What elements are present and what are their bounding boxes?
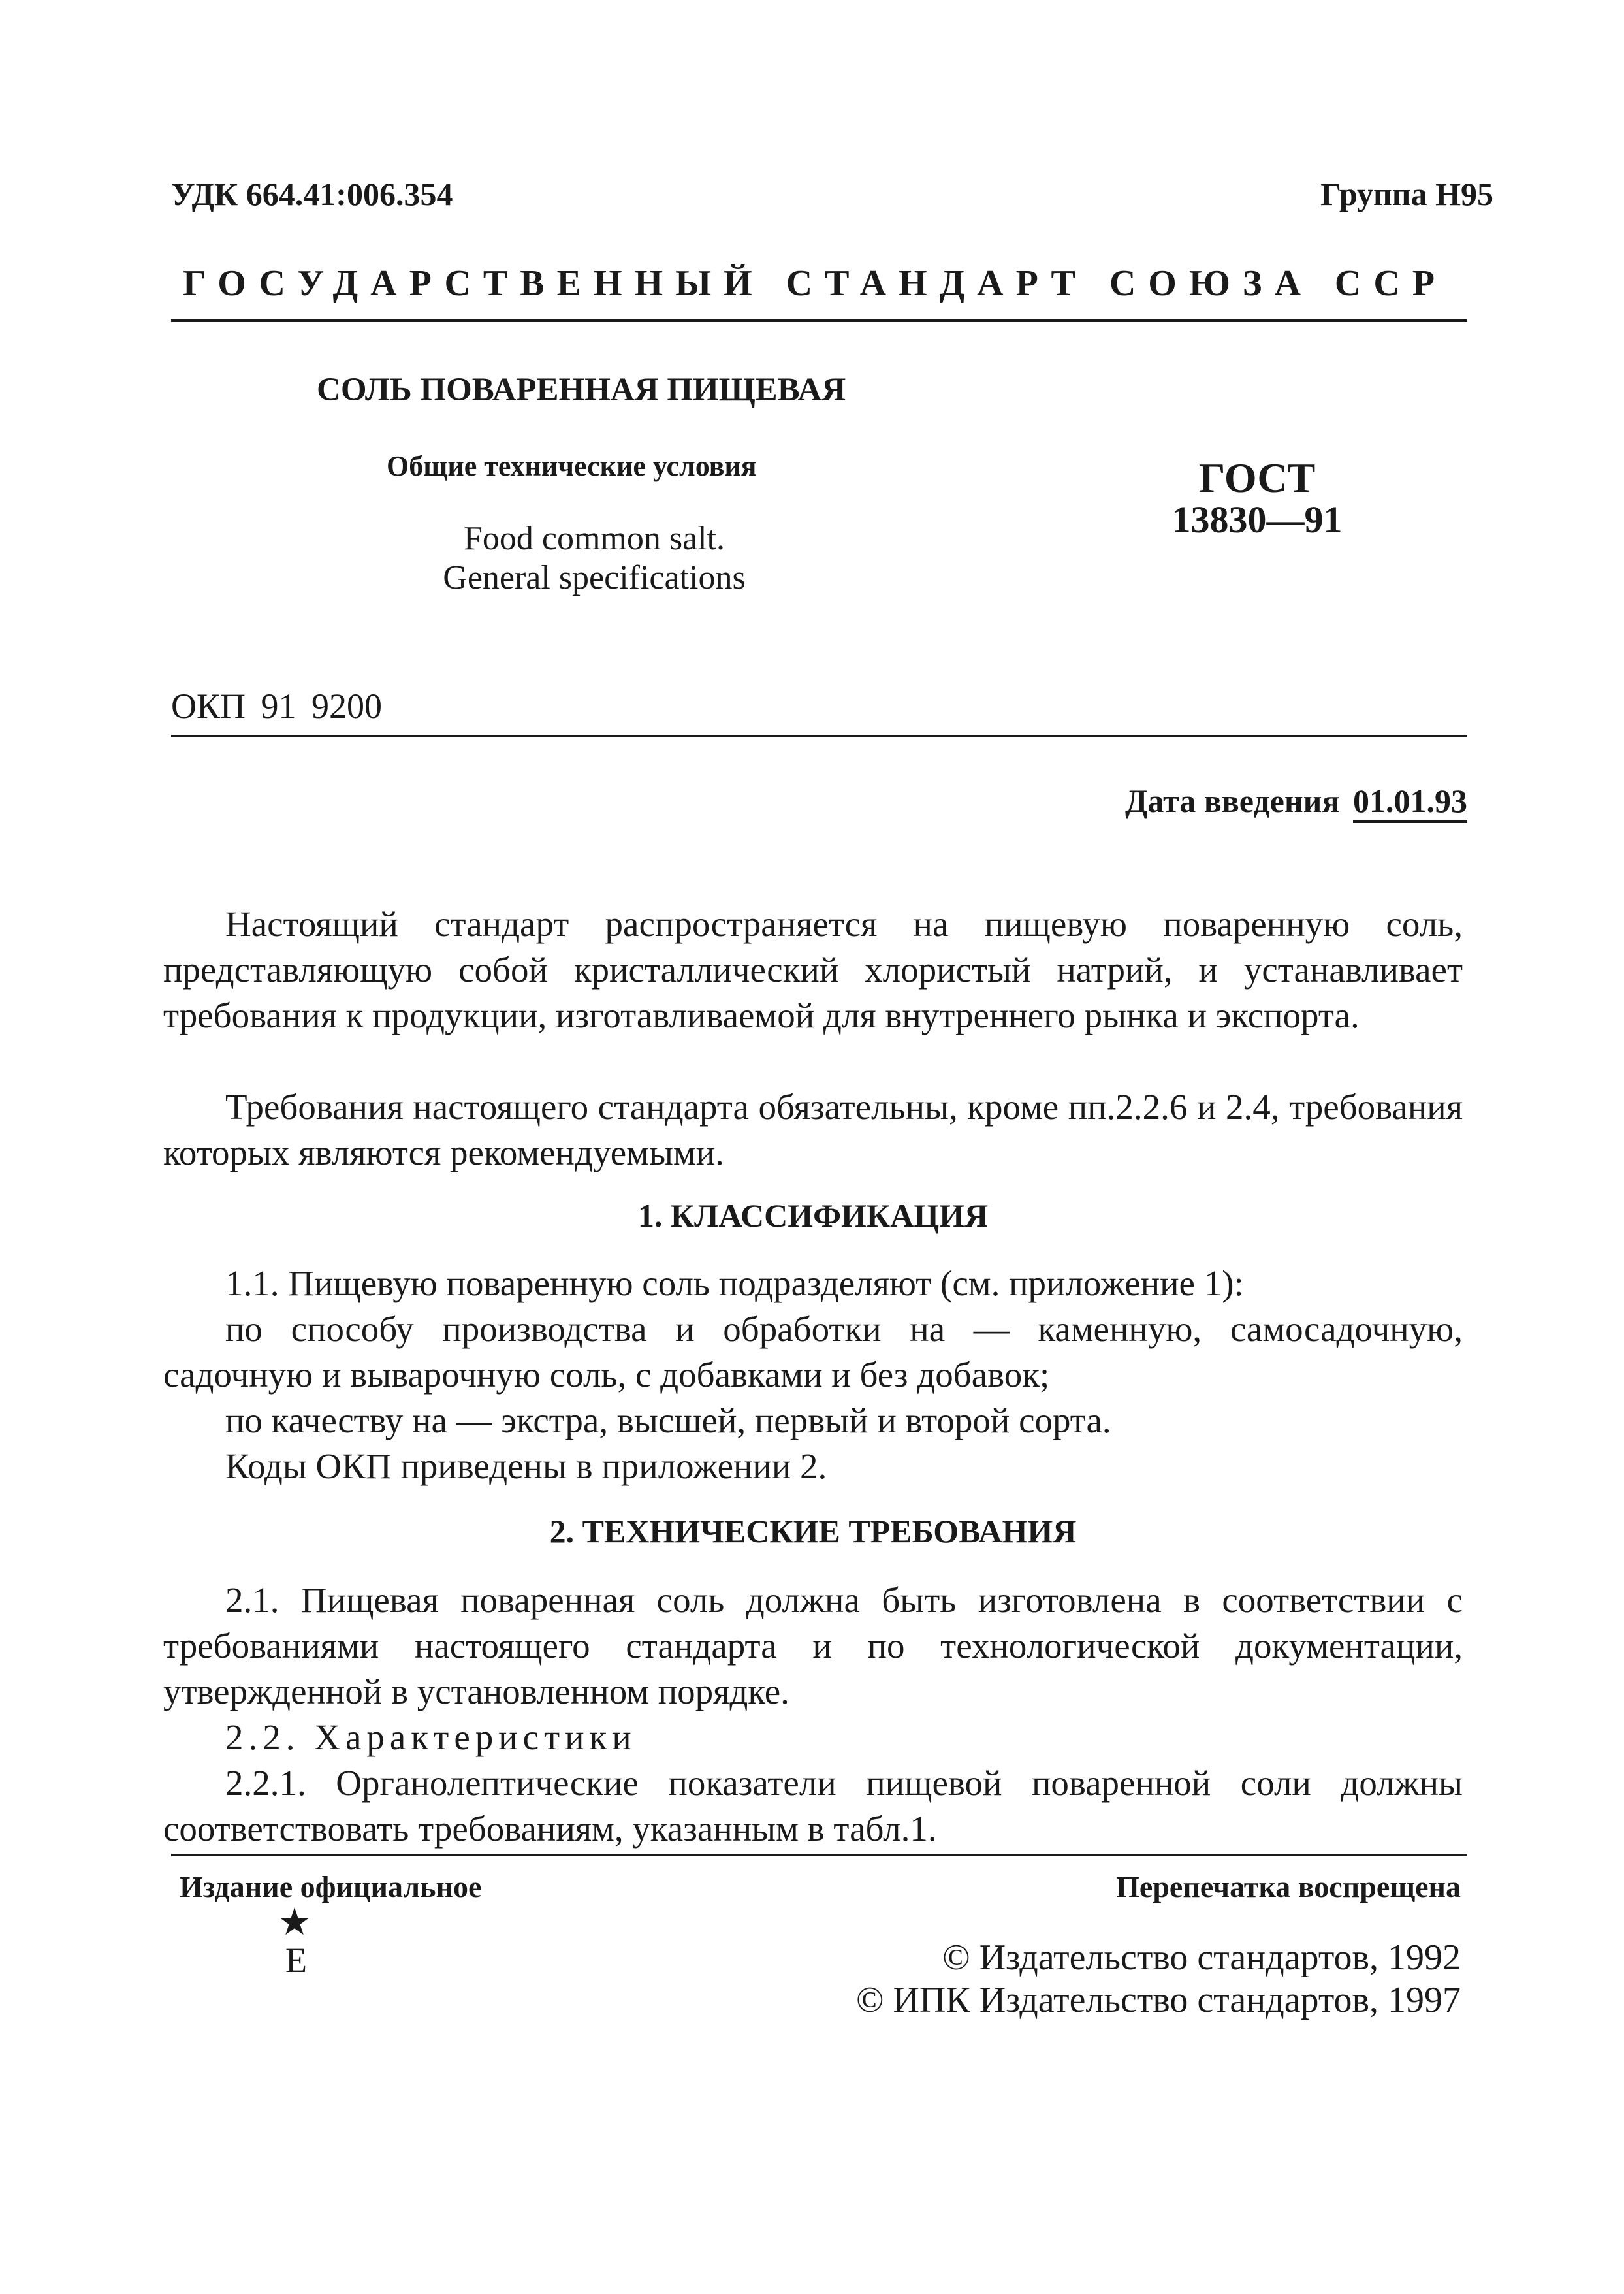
state-standard-heading: ГОСУДАРСТВЕННЫЙ СТАНДАРТ СОЮЗА ССР bbox=[183, 263, 1447, 304]
s1-paragraph-1: 1.1. Пищевую поваренную соль подразделяют (см. приложение 1): bbox=[225, 1263, 1244, 1303]
intro-paragraph-2: Требования настоящего стандарта обязательны, кроме пп.2.2.6 и 2.4, требования которых являются рекомендуемыми. bbox=[163, 1087, 1463, 1172]
copyright-1992: © Издательство стандартов, 1992 bbox=[942, 1937, 1461, 1978]
s2-paragraph-3: 2.2.1. Органолептические показатели пищевой поваренной соли должны соответствовать требованиям, указанным в табл.1. bbox=[163, 1763, 1463, 1849]
s2-paragraph-1: 2.1. Пищевая поваренная соль должна быть изготовлена в соответствии с требованиями настоящего стандарта и по технологической документации, утвержденной в установленном порядке. bbox=[163, 1580, 1463, 1711]
section-1-heading: 1. КЛАССИФИКАЦИЯ bbox=[637, 1197, 989, 1234]
english-title-line1: Food common salt. bbox=[463, 520, 725, 557]
copyright-1997: © ИПК Издательство стандартов, 1997 bbox=[855, 1980, 1461, 2020]
s2-paragraph-2: 2.2. Характеристики bbox=[225, 1717, 637, 1757]
gost-number: 13830—91 bbox=[1171, 498, 1343, 541]
star-icon: ★ bbox=[278, 1901, 311, 1943]
english-title-line2: General specifications bbox=[443, 559, 746, 596]
reprint-prohibited: Перепечатка воспрещена bbox=[1116, 1870, 1461, 1903]
s1-paragraph-3: по качеству на — экстра, высшей, первый и второй сорта. bbox=[225, 1400, 1111, 1440]
udk-code: УДК 664.41:006.354 bbox=[171, 176, 453, 212]
group-code: Группа Н95 bbox=[1320, 176, 1493, 212]
official-edition: Издание официальное bbox=[180, 1870, 482, 1903]
s1-paragraph-2: по способу производства и обработки на — каменную, самосадочную, садочную и выварочную соль, с добавками и без добавок; bbox=[163, 1309, 1463, 1395]
gost-label: ГОСТ bbox=[1198, 455, 1316, 501]
intro-date-label: Дата введения bbox=[1125, 783, 1340, 819]
section-2-heading: 2. ТЕХНИЧЕСКИЕ ТРЕБОВАНИЯ bbox=[549, 1513, 1077, 1549]
intro-date-value: 01.01.93 bbox=[1353, 783, 1467, 819]
footer-rule bbox=[171, 1854, 1467, 1856]
okp-code: ОКП 91 9200 bbox=[171, 687, 383, 726]
s1-paragraph-4: Коды ОКП приведены в приложении 2. bbox=[225, 1446, 827, 1486]
intro-paragraph-1: Настоящий стандарт распространяется на пищевую поваренную соль, представляющую собой кристаллический хлористый натрий, и устанавливает требования к продукции, изготавливаемой для внутреннего рынка и экспорта. bbox=[163, 904, 1463, 1035]
intro-date bbox=[1125, 782, 1467, 820]
document-title: СОЛЬ ПОВАРЕННАЯ ПИЩЕВАЯ bbox=[317, 372, 846, 408]
edition-mark: E bbox=[285, 1941, 307, 1980]
okp-rule bbox=[171, 735, 1467, 737]
header-rule bbox=[171, 319, 1467, 322]
document-subtitle: Общие технические условия bbox=[387, 450, 757, 482]
